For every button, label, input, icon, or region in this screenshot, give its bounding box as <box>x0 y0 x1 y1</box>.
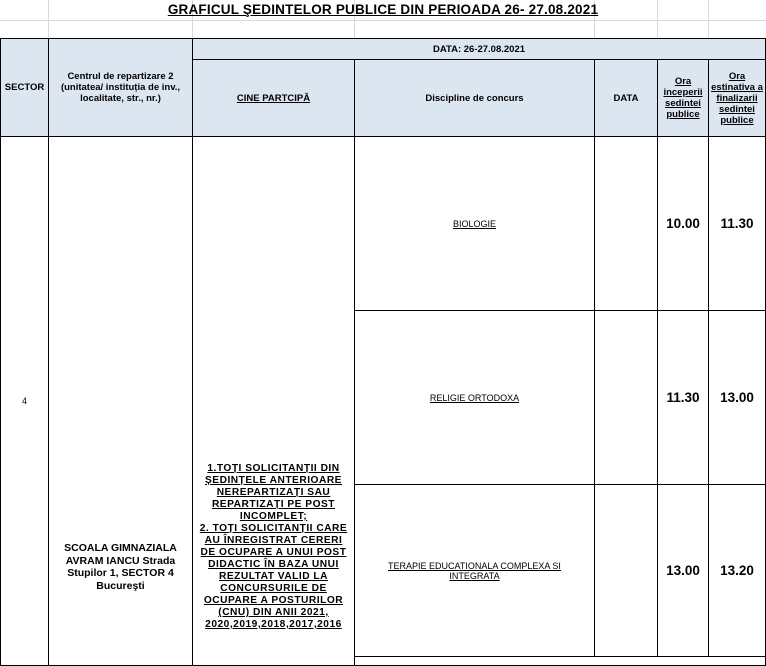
cine-value: 1.TOȚI SOLICITANȚII DIN ȘEDINȚELE ANTERIOARE NEREPARTIZAȚI SAU REPARTIZAȚI PE POST INCOMPLET; 2. TOȚI SOLICITANȚII CARE AU ÎNREGISTRAT CERERI DE OCUPARE A UNUI POST DIDACTIC ÎN BAZA UNUI REZULTAT VALID LA CONCURSURILE DE OCUPARE A POSTURILOR (CNU) DIN ANII 2021, 2020,2019,2018,2017,2016 <box>199 463 348 630</box>
centru-cell <box>48 136 193 666</box>
header-data-label: DATA <box>613 92 639 104</box>
start-time: 11.30 <box>666 390 700 405</box>
date-cell <box>594 310 658 485</box>
header-centru-label: Centrul de repartizare 2 (unitatea/ instituția de inv., localitate, str., nr.) <box>60 71 181 104</box>
date-cell <box>594 136 658 311</box>
header-sector-label: SECTOR <box>4 82 45 93</box>
cine-cell <box>192 136 355 666</box>
end-time: 11.30 <box>720 216 754 231</box>
date-cell <box>594 484 658 657</box>
header-cine <box>192 59 355 137</box>
header-cine-label: CINE PARTCIPĂ <box>236 92 311 104</box>
start-time-cell <box>657 136 709 311</box>
discipline-name: RELIGIE ORTODOXA <box>429 392 520 403</box>
header-period-label: DATA: 26-27.08.2021 <box>432 43 526 55</box>
header-ora-finalizare-label: Ora estinativa a finalizarii sedintei publice <box>711 70 763 126</box>
header-discipline-label: Discipline de concurs <box>425 92 524 104</box>
discipline-name: BIOLOGIE <box>452 218 496 229</box>
header-ora-incepere <box>657 59 709 137</box>
header-ora-finalizare <box>708 59 766 137</box>
sector-cell <box>0 136 49 666</box>
end-time: 13.20 <box>720 563 754 578</box>
centru-value: SCOALA GIMNAZIALA AVRAM IANCU Strada Stupilor 1, SECTOR 4 Bucureşti <box>64 542 177 592</box>
header-centru <box>48 38 193 137</box>
discipline-cell <box>354 310 595 485</box>
end-time: 13.00 <box>720 390 754 405</box>
header-discipline <box>354 59 595 137</box>
header-ora-incepere-label: Ora inceperii sedintei publice <box>663 76 703 120</box>
discipline-cell <box>354 484 595 657</box>
start-time-cell <box>657 310 709 485</box>
start-time-cell <box>657 484 709 657</box>
end-time-cell <box>708 136 766 311</box>
start-time: 13.00 <box>666 563 700 578</box>
header-sector <box>0 38 49 137</box>
next-row-cell <box>354 656 766 666</box>
header-period <box>192 38 766 60</box>
discipline-cell <box>354 136 595 311</box>
start-time: 10.00 <box>666 216 700 231</box>
end-time-cell <box>708 310 766 485</box>
end-time-cell <box>708 484 766 657</box>
page-title: GRAFICUL ŞEDINTELOR PUBLICE DIN PERIOADA 26- 27.08.2021 <box>167 2 599 17</box>
sector-value: 4 <box>21 396 27 406</box>
gridline <box>0 20 766 21</box>
header-data <box>594 59 658 137</box>
discipline-name: TERAPIE EDUCATIONALA COMPLEXA SI INTEGRATA <box>388 560 561 581</box>
